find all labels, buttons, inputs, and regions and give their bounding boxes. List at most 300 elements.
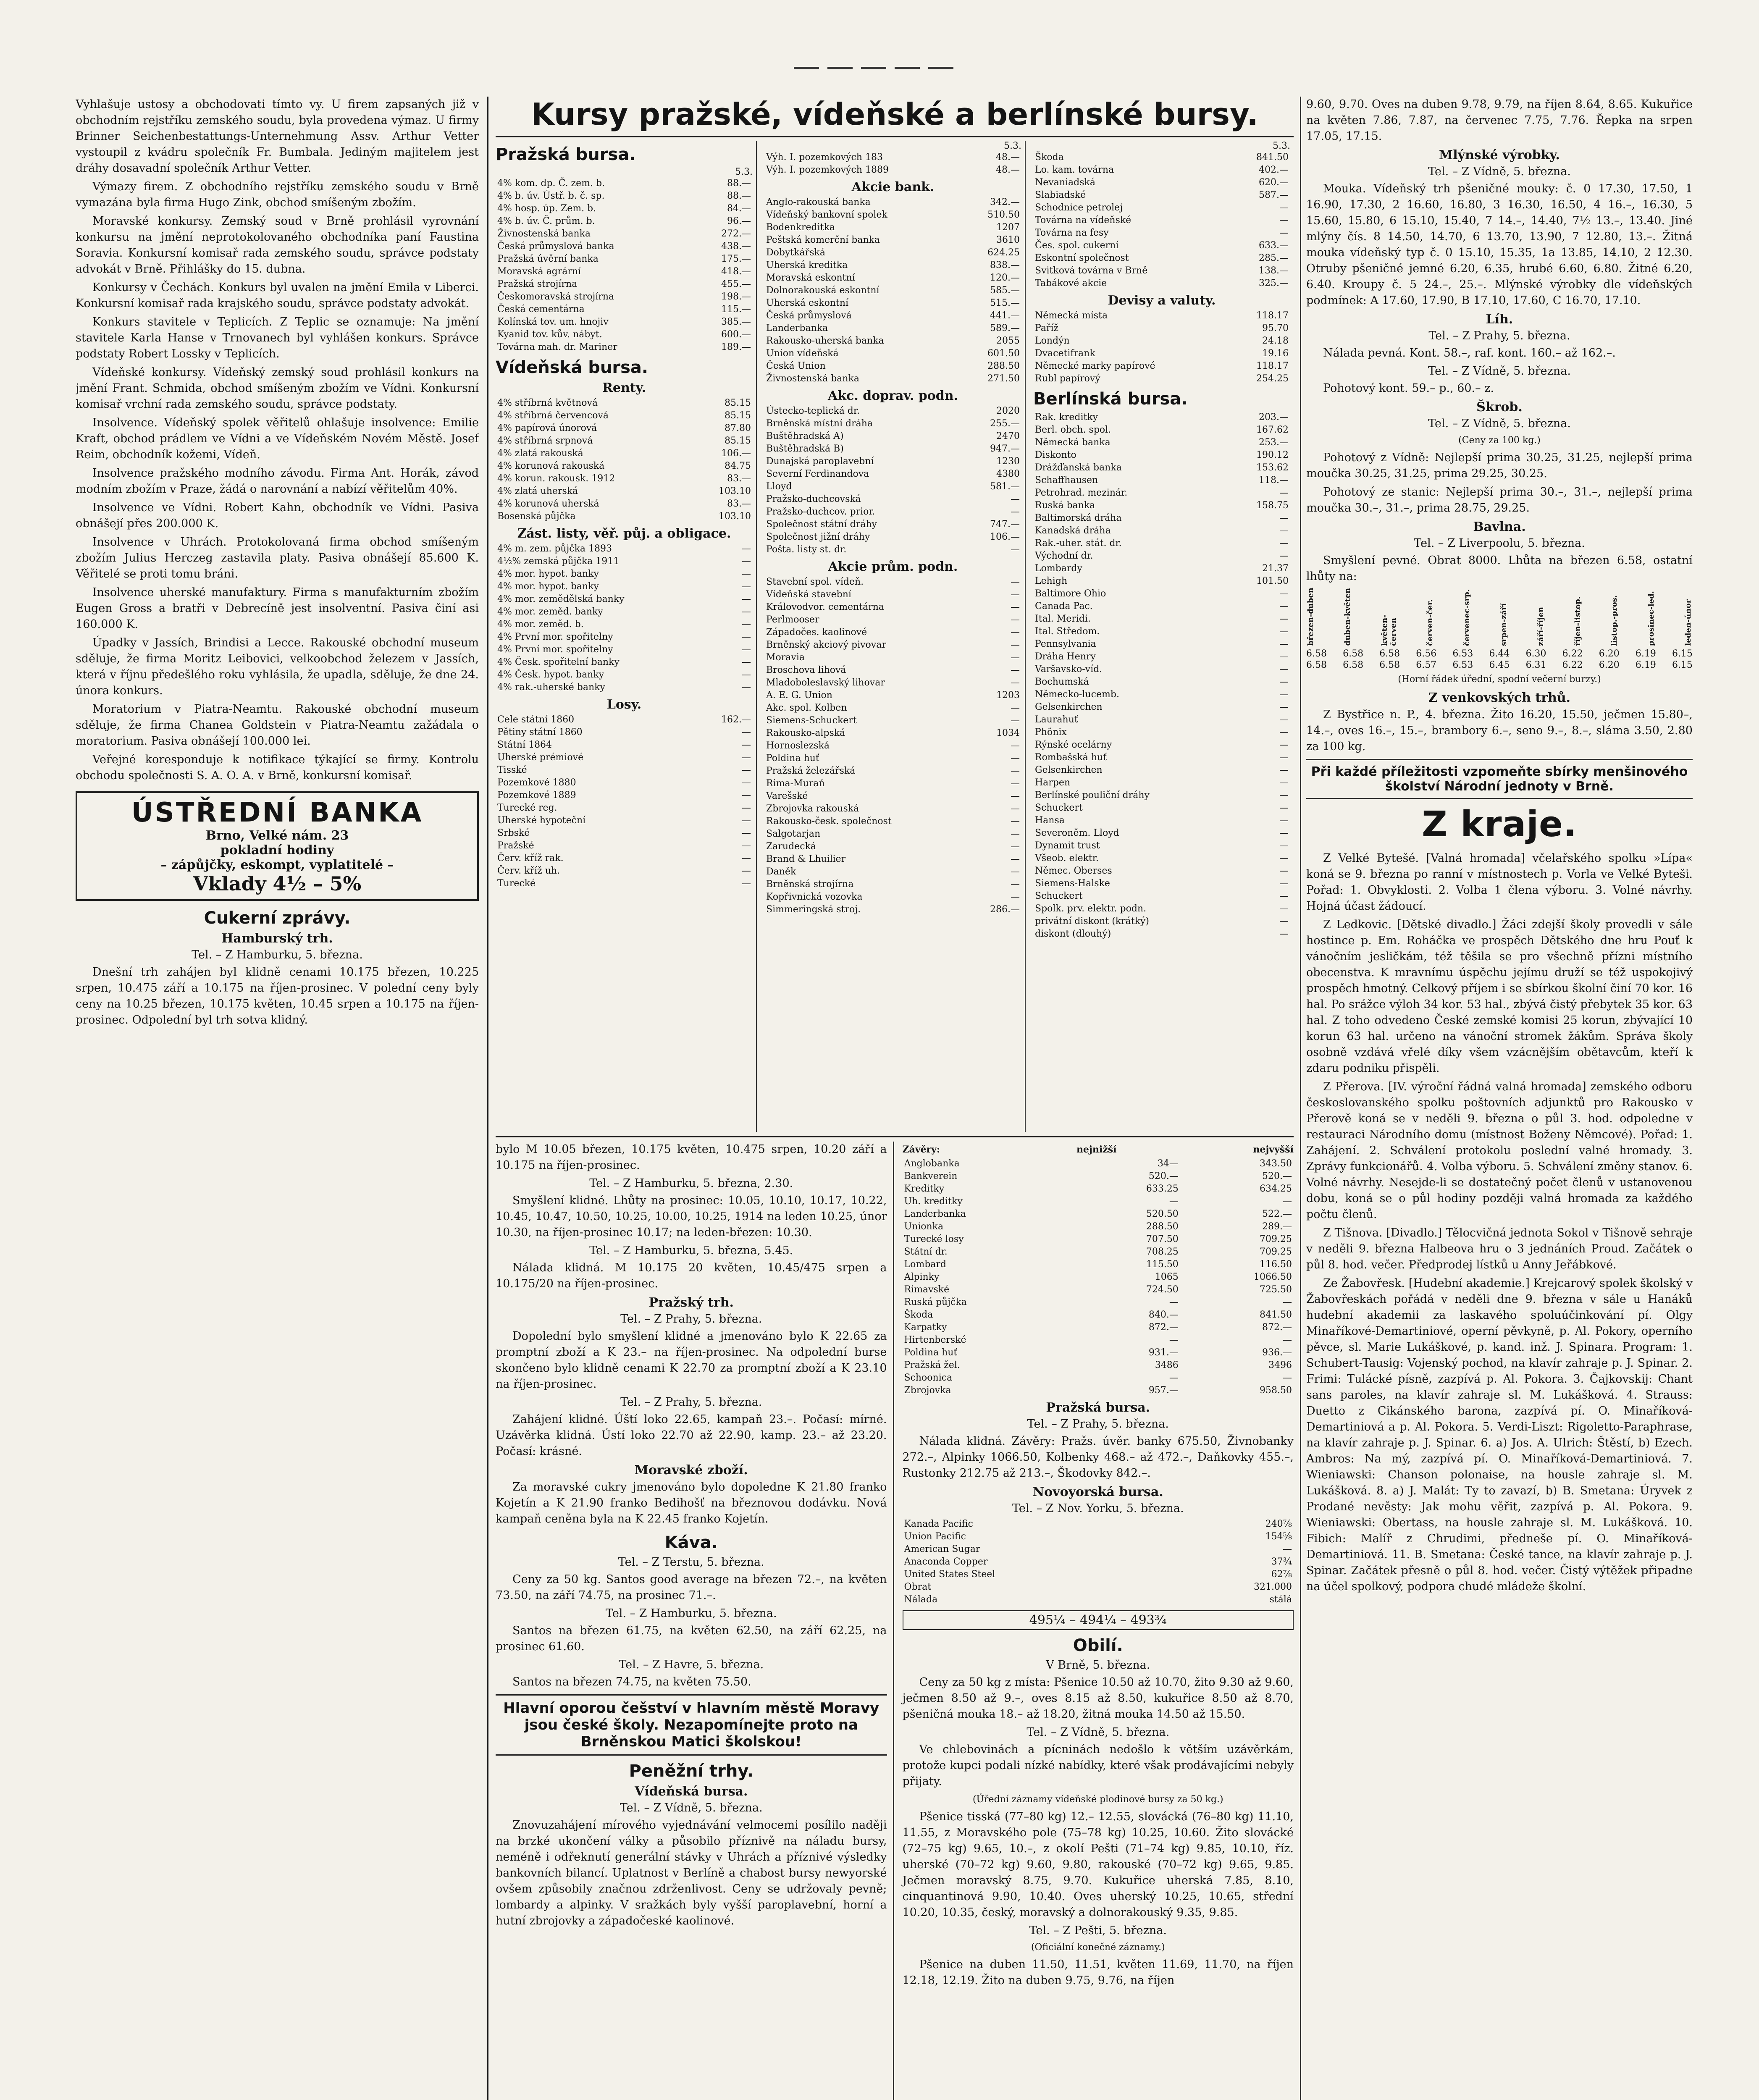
row-value: 48.— (996, 165, 1020, 175)
row-value: — (742, 644, 751, 655)
table-row (764, 752, 1021, 765)
table-row (764, 777, 1021, 790)
row-value: — (1283, 1335, 1292, 1345)
row-label: Dynamit trust (1035, 840, 1100, 851)
row-value: — (1279, 488, 1289, 498)
table-row (764, 903, 1021, 916)
row-label: Obrat (904, 1582, 932, 1592)
row-label: Kanadská dráha (1035, 525, 1111, 536)
table-row (764, 284, 1021, 297)
row-value: 162.— (721, 714, 751, 725)
row-value: 120.— (990, 273, 1020, 283)
row-label: 4% mor. hypot. banky (497, 581, 599, 592)
row-label: Bankverein (904, 1171, 958, 1181)
row-value: — (1011, 507, 1020, 517)
cotton-months (1306, 587, 1693, 646)
row-label: Dvacetifrank (1035, 348, 1095, 359)
table-row (764, 714, 1021, 727)
telegram-line: Tel. – Z Terstu, 5. března. (618, 1556, 764, 1569)
row-value: 83.— (727, 499, 751, 509)
row-value: — (742, 727, 751, 738)
table-row (1033, 651, 1290, 663)
telegram-line: Tel. – Z Prahy, 5. března. (1428, 329, 1570, 342)
row-value: 88.— (727, 178, 751, 189)
row-value: 931.— (1148, 1347, 1179, 1358)
row-label: Dunajská paroplavební (766, 456, 874, 467)
row-value: — (1011, 544, 1020, 555)
table-row (496, 447, 753, 460)
row-value: 624.25 (987, 247, 1020, 258)
row-label: Lo. kam. továrna (1035, 165, 1114, 175)
table-row (496, 593, 753, 606)
row-value: 189.— (721, 342, 751, 352)
table-row (1033, 852, 1290, 865)
market-text: Pohotový kont. 59.– p., 60.– z. (1323, 382, 1494, 395)
table-row (1033, 714, 1290, 726)
table-row (496, 202, 753, 215)
table-row (496, 739, 753, 751)
table-row (1033, 252, 1290, 265)
row-value: 203.— (1259, 412, 1289, 423)
row-value: — (1279, 228, 1289, 238)
row-label: Brněnská místní dráha (766, 418, 873, 429)
row-value: — (742, 657, 751, 667)
starch-title: Škrob. (1476, 400, 1523, 415)
industry-shares-title: Akcie prům. podn. (828, 559, 958, 574)
row-label: Union vídeňská (766, 348, 839, 359)
row-label: 4% stříbrná květnová (497, 398, 598, 408)
row-label: diskont (dlouhý) (1035, 929, 1111, 939)
table-row (1033, 525, 1290, 537)
row-label: Broschova lihová (766, 665, 846, 675)
table-row (1033, 227, 1290, 239)
table-row (496, 669, 753, 681)
sugar-subtitle: Hamburský trh. (221, 931, 333, 946)
row-label: Státní 1864 (497, 740, 552, 750)
row-label: Rombašská huť (1035, 752, 1107, 763)
table-row (496, 543, 753, 555)
row-value: — (1279, 790, 1289, 801)
row-value: 321.000 (1254, 1582, 1292, 1592)
row-value: 24.18 (1262, 336, 1289, 346)
table-row (903, 1296, 1294, 1309)
row-label: Pražská železářská (766, 766, 856, 776)
row-value: 118.17 (1256, 310, 1289, 321)
row-value: 272.— (721, 228, 751, 239)
table-row (1033, 151, 1290, 164)
table-row (1033, 424, 1290, 436)
row-value: 2055 (996, 336, 1020, 346)
row-label: Výh. I. pozemkových 1889 (766, 165, 889, 175)
row-value: — (1283, 1196, 1292, 1207)
table-row (764, 443, 1021, 455)
row-label: 4% stříbrná srpnová (497, 436, 593, 446)
row-value: — (1279, 702, 1289, 712)
row-label: Union Pacific (904, 1531, 966, 1542)
row-label: Německá místa (1035, 310, 1108, 321)
row-value: — (742, 815, 751, 826)
table-row (1033, 189, 1290, 202)
row-value: — (742, 853, 751, 864)
row-label: Gelsenkirchen (1035, 765, 1103, 775)
row-label: Českomoravská strojírna (497, 291, 614, 302)
row-value: 342.— (990, 197, 1020, 207)
article-paragraph: Ze Žabovřesk. [Hudební akademie.] Krejcarový spolek školský v Žabovřeskách pořádá v neděli dne 9. března v sále u Hanáků hudební akademii za laskavého spoluúčinkování pí. Olgy Minaříkové-Demartiniové, operní pěvkyně, p. Al. Pokory, operního pěvce, sl. Marie Lukáškové, p. kand. inž. J. Spinara. Program: 1. Schubert-Tausig: Vojenský pochod, na klavír zahraje p. J. Spinar. 2. Frimi: Tulácké písně, zazpívá p. Al. Pokora. 3. Čajkovskij: Chant sans paroles, na klavír zahraje sl. M. Lukášková. 4. Strauss: Duetto z Cikánského barona, zazpívá pí. O. Minaříková-Demartiniová a p. Al. Pokora. 5. Verdi-Liszt: Rigoletto-Paraphrase, na klavír zahraje p. J. Spinar. 6. a) Jos. A. Ulrich: Štěstí, b) Ezech. Ambros: Na mý, zazpívá pí. O. Minaříková-Demartiniová. 7. Wieniawski: Chanson polonaise, na housle zahraje sl. M. Lukášková. 8. a) J. Malát: Ty to zavazí, b) B. Smetana: Úryvek z Prodané nevěsty: Jak mohu věřit, zazpívá p. Al. Pokora. 9. Wieniawski: Obertass, na housle zahraje sl. M. Lukášková. 10. Fibich: Malíř z Chrudimi, předneše pí. O. Minaříková-Demartiniová. 11. B. Smetana: České tance, na klavír zahraje p. J. Spinar. Začátek přesně o půl 8. hod. večer. Čistý výtěžek připadne na účel spolkový, podpora chudé mládeže školní. (1306, 1277, 1693, 1593)
row-label: A. E. G. Union (766, 690, 832, 701)
table-row (496, 291, 753, 303)
table-row (764, 196, 1021, 209)
row-label: Živnostenská banka (766, 373, 860, 384)
prague-market-title: Pražský trh. (648, 1295, 734, 1310)
row-value: 103.10 (719, 511, 751, 522)
telegram-line: Tel. – Z Vídně, 5. března. (620, 1801, 763, 1814)
row-label: 4% První mor. spořitelny (497, 644, 613, 655)
row-label: Buštěhradská A) (766, 431, 844, 441)
section-rule (496, 1136, 1294, 1137)
row-label: Nálada (904, 1594, 938, 1605)
row-label: Bochumská (1035, 677, 1089, 687)
table-row (1033, 202, 1290, 214)
table-row (496, 852, 753, 865)
row-label: Schoonica (904, 1373, 953, 1383)
row-value: — (742, 682, 751, 693)
row-label: Slabiadské (1035, 190, 1086, 200)
table-row (496, 410, 753, 422)
table-row (1033, 537, 1290, 550)
row-value: — (742, 828, 751, 838)
table-row (903, 1334, 1294, 1347)
row-label: Uherské hypoteční (497, 815, 586, 826)
official-note: (Oficiální konečné záznamy.) (1031, 1942, 1165, 1953)
table-row (764, 840, 1021, 853)
row-value: — (1169, 1297, 1179, 1307)
column-left (76, 97, 479, 2100)
row-label: 4% mor. zeměd. b. (497, 619, 584, 630)
row-label: Společnost státní dráhy (766, 519, 877, 530)
row-value: — (742, 594, 751, 604)
exchange-col-middle (764, 141, 1026, 1132)
article-paragraph: Moravské konkursy. Zemský soud v Brně prohlásil vyrovnání konkursu na jmění neprotokolovaného obchodníka paní Faustina Soravia. Konkursní komisař rada zemského soudu, správce podstaty advokát v Brně. Přihlášky do 15. dubna. (76, 215, 479, 276)
market-text: Santos na březen 74.75, na květen 75.50. (512, 1675, 751, 1688)
row-label: Německo-lucemb. (1035, 689, 1119, 700)
table-row (1033, 877, 1290, 890)
row-value: 198.— (721, 291, 751, 302)
row-label: Mladoboleslavský lihovar (766, 677, 885, 688)
table-row (496, 397, 753, 410)
row-value: 19.16 (1262, 348, 1289, 359)
row-label: Paříž (1035, 323, 1059, 333)
row-value: 589.— (990, 323, 1020, 333)
row-value: 418.— (721, 266, 751, 277)
row-label: Brněnská strojírna (766, 879, 854, 890)
row-label: Salgotarjan (766, 829, 821, 839)
table-row (496, 303, 753, 316)
table-row (496, 228, 753, 240)
row-label: Daněk (766, 866, 796, 877)
row-value: — (1011, 627, 1020, 638)
telegram-line: Tel. – Z Pešti, 5. března. (1029, 1924, 1167, 1937)
table-row (1033, 487, 1290, 499)
bonds-table (496, 543, 753, 694)
table-row (1033, 562, 1290, 575)
table-row (496, 328, 753, 341)
row-label: 4% zlatá uherská (497, 486, 578, 496)
cotton-cell: 6.19 (1635, 660, 1656, 670)
vienna-bourse-subtitle: Vídeňská bursa. (635, 1784, 748, 1799)
cotton-cell: 6.57 (1416, 660, 1437, 670)
row-label: Buštěhradská B) (766, 444, 844, 454)
row-label: Diskonto (1035, 450, 1076, 460)
row-value: 522.— (1262, 1209, 1292, 1219)
middle-top-table (764, 151, 1021, 176)
table-row (764, 866, 1021, 878)
school-notice: Hlavní oporou češství v hlavním městě Moravy jsou české školy. Nezapomínejte proto na Brněnskou Matici školskou! (496, 1694, 887, 1756)
row-value: — (1011, 652, 1020, 663)
table-row (764, 803, 1021, 815)
cotton-values (1306, 648, 1693, 659)
row-value: — (1279, 840, 1289, 851)
telegram-line: Tel. – Z Vídně, 5. března. (1428, 365, 1571, 378)
bank-subtitle: – zápůjčky, eskompt, vyplatitelé – (160, 858, 394, 872)
center-block (496, 97, 1294, 2100)
row-value: 255.— (990, 418, 1020, 429)
row-value: — (742, 840, 751, 851)
row-label: Pražsko-duchcovská (766, 494, 861, 504)
row-label: Kopřivnická vozovka (766, 892, 863, 902)
row-label: Siemens-Halske (1035, 878, 1110, 889)
row-value: 581.— (990, 481, 1020, 492)
row-label: Severoněm. Lloyd (1035, 828, 1119, 838)
table-row (1033, 865, 1290, 877)
table-row (764, 790, 1021, 803)
row-label: Královodvor. cementárna (766, 602, 885, 612)
row-label: Eskontní společnost (1035, 253, 1129, 263)
row-value: — (1169, 1373, 1179, 1383)
row-value: — (1279, 588, 1289, 599)
table-row (764, 601, 1021, 614)
row-value: — (1279, 538, 1289, 549)
row-value: — (1011, 791, 1020, 801)
transport-shares-table (764, 405, 1021, 556)
table-row (496, 215, 753, 228)
row-value: 190.12 (1256, 450, 1289, 460)
row-label: Kolínská tov. um. hnojiv (497, 317, 609, 327)
table-row (496, 265, 753, 278)
row-value: — (1279, 714, 1289, 725)
row-label: Ruská banka (1035, 500, 1095, 511)
row-value: 158.75 (1256, 500, 1289, 511)
row-value: 240⅞ (1265, 1519, 1292, 1529)
column-rule (1300, 97, 1301, 2100)
row-label: Dráha Henry (1035, 651, 1096, 662)
row-value: 1066.50 (1254, 1272, 1292, 1282)
coffee-title: Káva. (664, 1533, 718, 1552)
row-label: 4% zlatá rakouská (497, 448, 583, 459)
table-row (1033, 436, 1290, 449)
row-label: Továrna na fesy (1035, 228, 1109, 238)
table-row (903, 1372, 1294, 1384)
row-label: Německé marky papírové (1035, 361, 1155, 371)
table-row (496, 555, 753, 568)
row-value: — (1011, 816, 1020, 827)
row-value: — (1011, 640, 1020, 650)
row-label: Uherské prémiové (497, 752, 584, 763)
article-paragraph: Insolvence. Vídeňský spolek věřitelů ohlašuje insolvence: Emilie Kraft, obchod prádlem ve Vídni a ve Vídeňském Novém Městě. Josef Reim, obchodník kožemi, Vídeň. (76, 416, 479, 461)
row-value: — (1283, 1297, 1292, 1307)
article-paragraph: Vídeňské konkursy. Vídeňský zemský soud prohlásil konkurs na jmění Frant. Schmida, obchod smíšeným zbožím ve Vídni. Konkursní komisař vrchní rada zemského soudu, správce podstaty. (76, 366, 479, 411)
row-label: Výh. I. pozemkových 183 (766, 152, 883, 163)
table-row (1033, 575, 1290, 588)
row-value: 620.— (1259, 177, 1289, 188)
table-row (903, 1284, 1294, 1296)
row-value: 286.— (990, 904, 1020, 915)
row-value: — (1011, 677, 1020, 688)
row-label: Státní dr. (904, 1247, 948, 1257)
market-text: Za moravské cukry jmenováno bylo dopoledne K 21.80 franko Kojetín a K 21.90 franko Bedihošť na březnovou dodávku. Nová kampaň ceněna byla na K 22.45 franko Kojetín. (496, 1480, 887, 1525)
row-label: Rak.-uher. stát. dr. (1035, 538, 1122, 549)
row-label: Anglo-rakouská banka (766, 197, 871, 207)
row-label: Česká cementárna (497, 304, 585, 315)
table-row (764, 480, 1021, 493)
row-label: 4% mor. zeměd. banky (497, 606, 603, 617)
telegram-line: Tel. – Z Vídně, 5. března. (1428, 417, 1571, 430)
table-row (496, 498, 753, 510)
center-lower (496, 1142, 1294, 2100)
table-row (496, 253, 753, 265)
row-value: — (1279, 215, 1289, 226)
money-markets-title: Peněžní trhy. (629, 1761, 753, 1781)
table-row (764, 891, 1021, 903)
middle-date: 5.3. (1004, 141, 1021, 151)
row-value: — (742, 790, 751, 801)
row-label: Pozemkové 1889 (497, 790, 576, 801)
table-row (903, 1518, 1294, 1530)
row-value: 385.— (721, 317, 751, 327)
table-row (496, 726, 753, 739)
table-row (903, 1568, 1294, 1581)
table-row (764, 518, 1021, 531)
row-label: Brand & Lhuilier (766, 854, 846, 864)
row-label: 4% m. zem. půjčka 1893 (497, 543, 612, 554)
row-value: — (1279, 551, 1289, 561)
row-label: Turecké reg. (497, 803, 557, 813)
row-value: 118.— (1259, 475, 1289, 486)
row-label: Nevaniadská (1035, 177, 1095, 188)
row-value: — (1279, 626, 1289, 637)
table-row (496, 751, 753, 764)
row-label: Uherská eskontní (766, 298, 849, 308)
row-value: 288.50 (1146, 1221, 1179, 1232)
row-value: 872.— (1148, 1322, 1179, 1333)
row-value: 585.— (990, 285, 1020, 296)
article-paragraph: Z Tišnova. [Divadlo.] Tělocvičná jednota Sokol v Tišnově sehraje v neděli 9. března Halbeova hru o 3 jednáních Proud. Začátek o půl 8. hod. večer. Předprodej lístků u Anny Jeřábkové. (1306, 1226, 1693, 1271)
table-row (496, 865, 753, 877)
starch-note: (Ceny za 100 kg.) (1458, 435, 1541, 446)
prague-table (496, 177, 753, 354)
row-label: privátní diskont (krátký) (1035, 916, 1149, 927)
table-row (764, 347, 1021, 360)
row-value: — (742, 581, 751, 592)
table-row (764, 360, 1021, 373)
prague-bourse-title: Pražská bursa. (496, 145, 636, 164)
devisy-title: Devisy a valuty. (1108, 293, 1216, 308)
row-value: 153.62 (1256, 462, 1289, 473)
table-row (496, 877, 753, 890)
row-value: 167.62 (1256, 425, 1289, 435)
row-label: Moravia (766, 652, 805, 663)
row-value: — (1279, 752, 1289, 763)
row-label: Dolnorakouská eskontní (766, 285, 880, 296)
row-label: Siemens-Schuckert (766, 715, 857, 726)
article-paragraph: Úpadky v Jassích, Brindisi a Lecce. Rakouské obchodní museum sděluje, že firma Moritz Leibovici, velkoobchod železem v Jassích, která v říjnu předešlého roku vyhlásila, že upadla, sděluje, že dne 24. února konkurs. (76, 636, 479, 697)
cotton-cell: 6.58 (1306, 660, 1327, 670)
row-label: Česká průmyslová banka (497, 241, 614, 252)
row-value: — (1279, 853, 1289, 864)
vienna-bourse-title: Vídeňská bursa. (496, 358, 648, 377)
cotton-title: Bavlna. (1473, 520, 1526, 534)
cotton-cell: 6.53 (1452, 660, 1473, 670)
cotton-cell: květen-červen (1380, 614, 1398, 646)
row-value: — (1011, 803, 1020, 814)
market-text: Nálada klidná. M 10.175 20 květen, 10.45/475 srpen a 10.175/20 na říjen-prosinec. (496, 1261, 887, 1290)
table-row (903, 1271, 1294, 1284)
telegram-line: Tel. – Z Liverpoolu, 5. března. (1414, 537, 1585, 550)
row-value: 271.50 (987, 373, 1020, 384)
market-text: Smyšlení pevné. Obrat 8000. Lhůta na březen 6.58, ostatní lhůty na: (1306, 554, 1693, 583)
row-label: Simmeringská stroj. (766, 904, 861, 915)
closing-prices-table (903, 1158, 1294, 1397)
row-value: — (742, 878, 751, 889)
row-label: Karpatky (904, 1322, 947, 1333)
row-label: Anglobanka (904, 1158, 960, 1169)
row-value: 48.— (996, 152, 1020, 163)
row-value: — (1011, 778, 1020, 789)
row-label: Ruská půjčka (904, 1297, 967, 1307)
row-value: 3496 (1268, 1360, 1292, 1370)
table-row (764, 234, 1021, 247)
table-row (764, 664, 1021, 677)
table-row (903, 1158, 1294, 1170)
market-text: Mouka. Vídeňský trh pšeničné mouky: č. 0 17.30, 17.50, 1 16.90, 17.30, 2 16.60, 16.80, 3 16.30, 16.50, 4 16.–, 16.30, 5 15.60, 15.80, 6 15.10, 15.40, 7 14.–, 14.40, 7½ 13.–, 13.40. Jiné mlýny čís. 8 14.50, 14.70, 6 13.70, 13.90, 7 12.80, 13.–. Žitná mouka vídeňský typ č. 0 15.10, 15.35, 1a 13.85, 14.10, 2 12.30. Otruby pšeničné jemné 6.20, 6.35, hrubé 6.60, 6.80. Žitné 6.20, 6.40. Kroupy č. 5 24.–, 25.–. Mlýnské výrobky dle vídeňských podmínek: A 17.60, 17.90, B 17.10, 17.60, C 16.70, 17.10. (1306, 182, 1693, 307)
table-row (1033, 827, 1290, 840)
lottery-table (496, 714, 753, 890)
telegram-line: Tel. – Z Nov. Yorku, 5. března. (1012, 1502, 1184, 1515)
table-row (903, 1530, 1294, 1543)
col-header-low: nejnižší (1076, 1144, 1117, 1155)
row-value: — (1279, 815, 1289, 826)
row-label: 4% korunová uherská (497, 499, 599, 509)
row-value: 601.50 (987, 348, 1020, 359)
row-value: 83.— (727, 473, 751, 484)
table-row (1033, 499, 1290, 512)
row-value: 106.— (990, 532, 1020, 542)
table-row (496, 714, 753, 726)
row-value: 84.75 (725, 461, 751, 471)
row-value: 254.25 (1256, 373, 1289, 384)
market-text: Pšenice na duben 11.50, 11.51, květen 11.69, 11.70, na říjen 12.18, 12.19. Žito na duben 9.75, 9.76, na říjen (902, 1958, 1294, 1987)
row-value: — (1279, 202, 1289, 213)
row-value: — (1279, 513, 1289, 523)
table-row (1033, 277, 1290, 290)
row-value: 515.— (990, 298, 1020, 308)
exchange-tables (496, 141, 1294, 1132)
prague-bourse-subtitle: Pražská bursa. (1046, 1400, 1150, 1415)
bank-shares-table (764, 196, 1021, 385)
row-label: Landerbanka (766, 323, 828, 333)
market-text: Pšenice tisská (77–80 kg) 12.– 12.55, slovácká (76–80 kg) 11.10, 11.55, z Moravského pole (75–78 kg) 10.25, 10.60. Žito slovácké (72–75 kg) 9.65, 10.–, z okolí Pešti (71–74 kg) 9.85, 10.10, říz. uherské (70–72 kg) 9.60, 9.80, rakouské (70–72 kg) 9.65, 9.85. Ječmen moravský 8.75, 9.70. Kukuřice uherská 7.85, 8.10, cinquantinová 9.90, 10.40. Oves uherský 10.25, 10.65, střední 10.20, 10.35, český, moravský a dolnorakouský 9.35, 9.85. (902, 1810, 1294, 1919)
row-value: — (1011, 494, 1020, 504)
cotton-cell: prosinec-led. (1647, 591, 1656, 646)
